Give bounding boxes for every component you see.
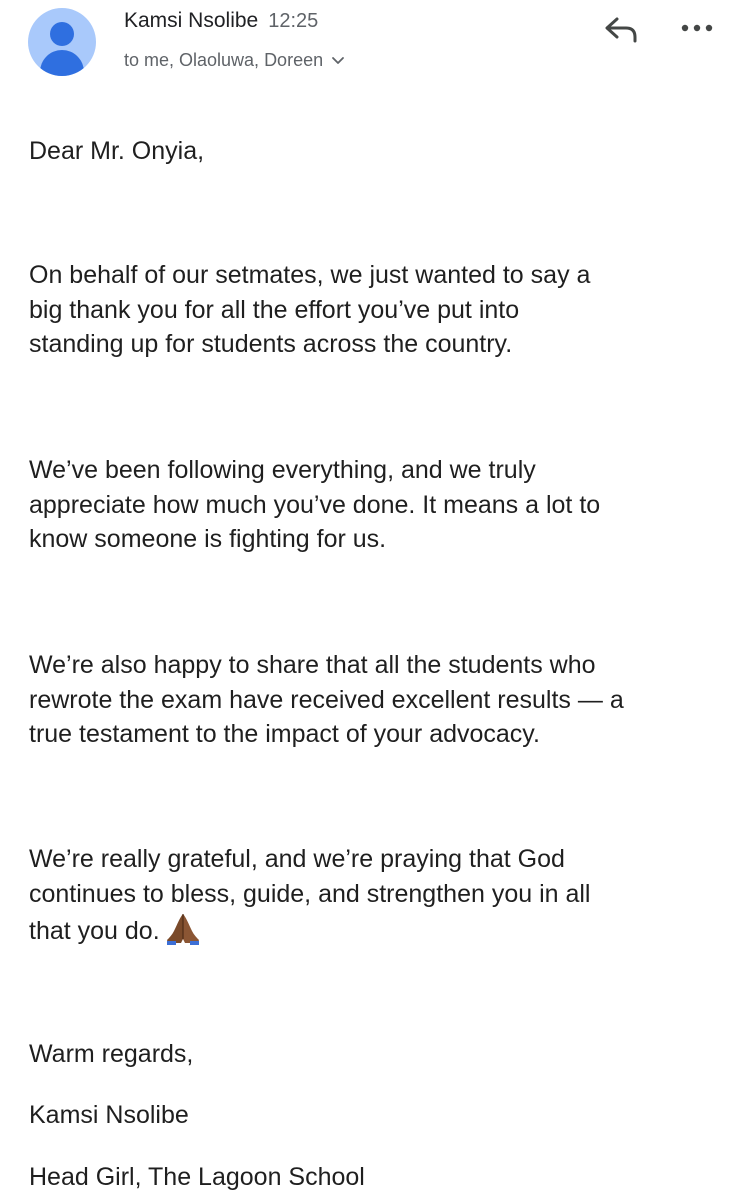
paragraph-line: We’re really grateful, and we’re praying that God <box>29 845 565 873</box>
email-paragraph-1 <box>29 258 729 362</box>
sender-avatar-icon[interactable] <box>28 8 96 76</box>
paragraph-line: know someone is fighting for us. <box>29 525 387 553</box>
paragraph-line: continues to bless, guide, and strengthen you in all <box>29 879 591 908</box>
paragraph-line-last <box>29 911 729 949</box>
paragraph-line: We’ve been following everything, and we truly <box>29 456 536 484</box>
email-paragraph-3 <box>29 648 729 752</box>
email-paragraph-2 <box>29 453 729 557</box>
avatar-head <box>50 22 74 46</box>
avatar-shoulders <box>40 50 84 76</box>
more-horizontal-icon[interactable] <box>680 18 714 38</box>
email-greeting: Dear Mr. Onyia, <box>29 137 205 165</box>
paragraph-line: big thank you for all the effort you’ve put into <box>29 295 520 324</box>
paragraph-line-text: that you do. <box>29 917 160 945</box>
paragraph-line: On behalf of our setmates, we just wanted to say a <box>29 261 591 289</box>
paragraph-line: appreciate how much you’ve done. It means a lot to <box>29 490 601 519</box>
signature-title: Head Girl, The Lagoon School <box>29 1163 365 1191</box>
sender-line <box>124 9 318 33</box>
signature-name: Kamsi Nsolibe <box>29 1101 189 1129</box>
recipients-text: to me, Olaoluwa, Doreen <box>124 50 324 70</box>
paragraph-line: true testament to the impact of your advocacy. <box>29 720 540 748</box>
paragraph-line: standing up for students across the country. <box>29 330 513 358</box>
email-header <box>0 0 746 90</box>
sender-name[interactable]: Kamsi Nsolibe <box>124 9 259 32</box>
reply-icon[interactable] <box>602 14 640 44</box>
paragraph-line: We’re also happy to share that all the students who <box>29 651 596 679</box>
recipients-toggle[interactable] <box>124 50 345 71</box>
email-closing: Warm regards, <box>29 1040 194 1068</box>
email-paragraph-4 <box>29 842 729 949</box>
folded-hands-emoji-icon <box>164 911 202 945</box>
email-time: 12:25 <box>268 10 319 32</box>
chevron-down-icon <box>331 56 345 66</box>
paragraph-line: rewrote the exam have received excellent results — a <box>29 685 624 714</box>
